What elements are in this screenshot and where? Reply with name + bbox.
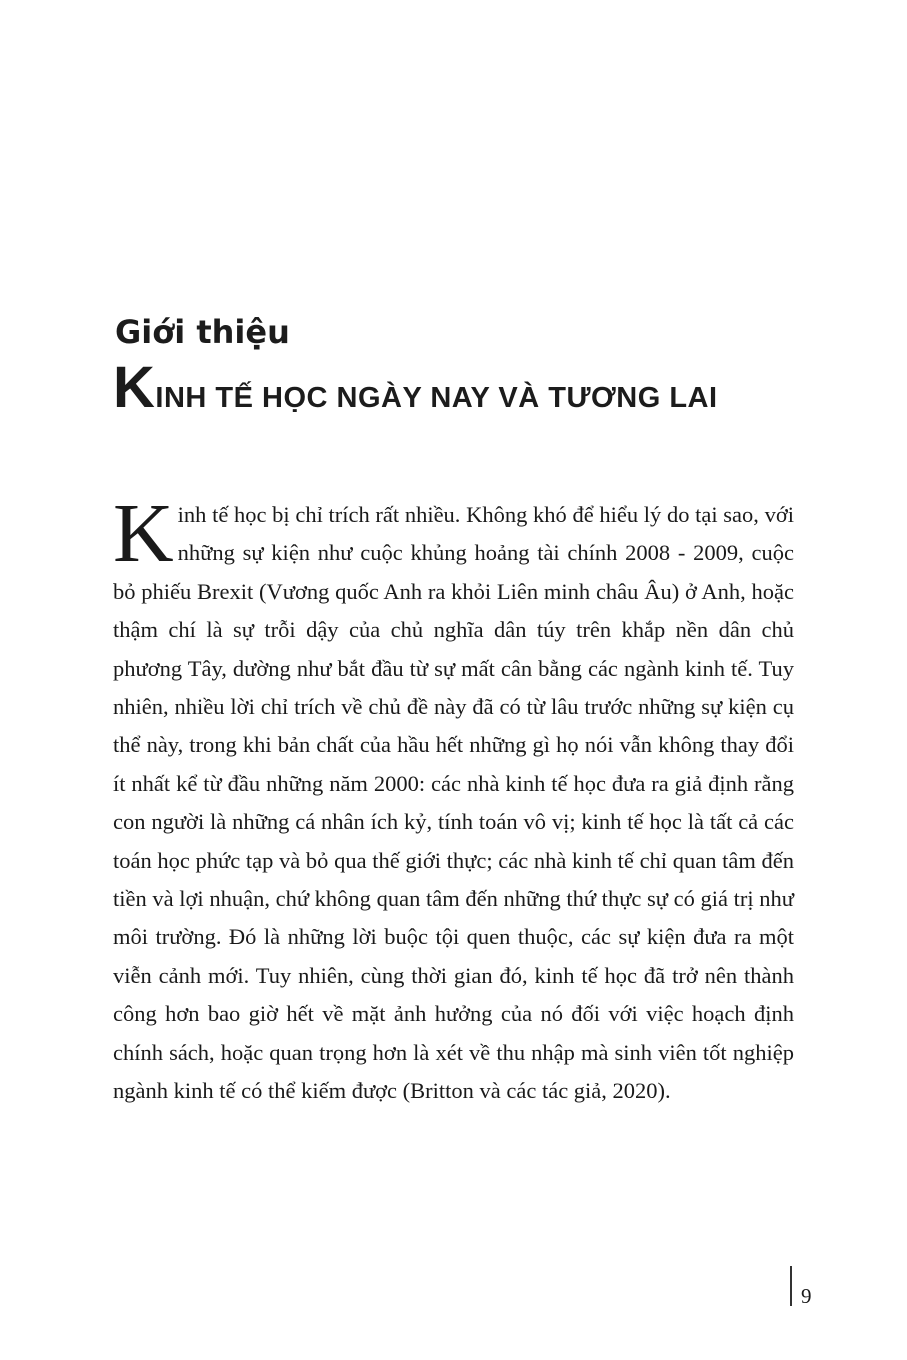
page-number-rule bbox=[790, 1266, 792, 1306]
body-paragraph bbox=[113, 487, 794, 1111]
chapter-title-rest: INH TẾ HỌC NGÀY NAY VÀ TƯƠNG LAI bbox=[155, 382, 718, 414]
chapter-title-initial: K bbox=[113, 355, 156, 420]
body-paragraph-text: inh tế học bị chỉ trích rất nhiều. Không khó để hiểu lý do tại sao, với những sự kiện như cuộc khủng hoảng tài chính 2008 - 2009, cuộc bỏ phiếu Brexit (Vương quốc Anh ra khỏi Liên minh châu Âu) ở Anh, hoặc thậm chí là sự trỗi dậy của chủ nghĩa dân túy trên khắp nền dân chủ phương Tây, dường như bắt đầu từ sự mất cân bằng các ngành kinh tế. Tuy nhiên, nhiều lời chỉ trích về chủ đề này đã có từ lâu trước những sự kiện cụ thể này, trong khi bản chất của hầu hết những gì họ nói vẫn không thay đổi ít nhất kể từ đầu những năm 2000: các nhà kinh tế học đưa ra giả định rằng con người là những cá nhân ích kỷ, tính toán vô vị; kinh tế học là tất cả các toán học phức tạp và bỏ qua thế giới thực; các nhà kinh tế chỉ quan tâm đến tiền và lợi nhuận, chứ không quan tâm đến những thứ thực sự có giá trị như môi trường. Đó là những lời buộc tội quen thuộc, các sự kiện đưa ra một viễn cảnh mới. Tuy nhiên, cùng thời gian đó, kinh tế học đã trở nên thành công hơn bao giờ hết về mặt ảnh hưởng của nó đối với việc hoạch định chính sách, hoặc quan trọng hơn là xét về thu nhập mà sinh viên tốt nghiệp ngành kinh tế có thể kiếm được (Britton và các tác giả, 2020). bbox=[113, 502, 794, 1104]
chapter-title bbox=[113, 352, 873, 434]
drop-cap: K bbox=[113, 487, 174, 580]
page-number: 9 bbox=[801, 1284, 812, 1308]
chapter-label: Giới thiệu bbox=[115, 313, 290, 351]
